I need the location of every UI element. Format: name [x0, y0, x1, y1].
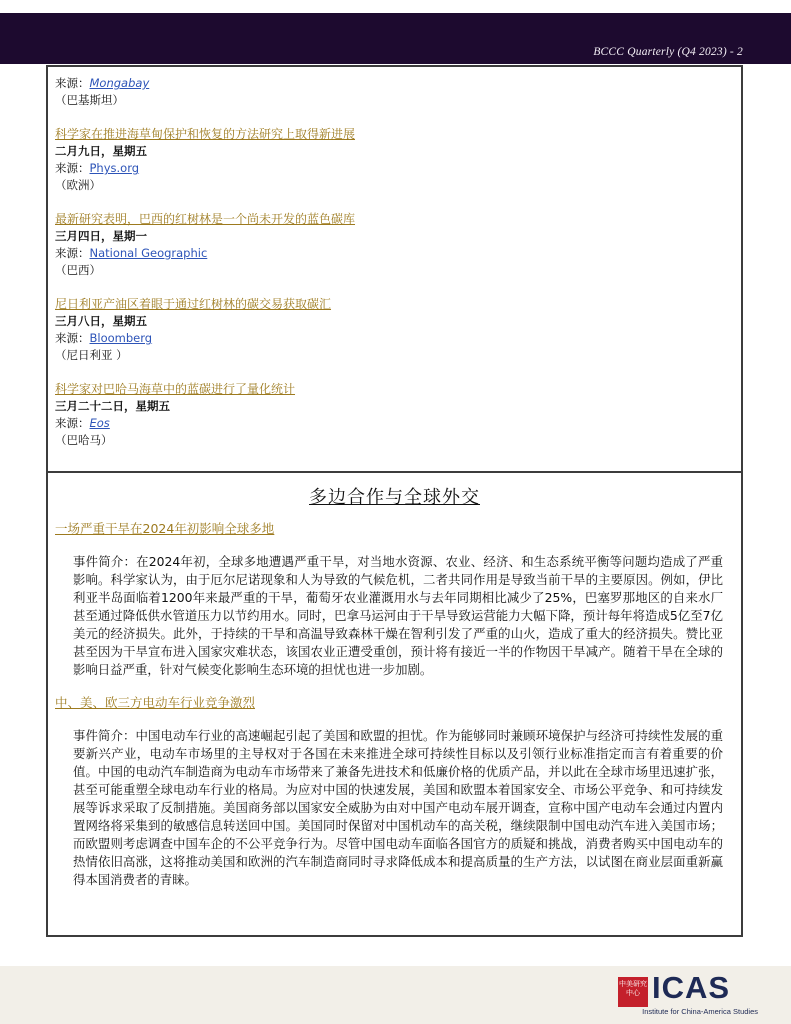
topic-body: 事件简介：在2024年初，全球多地遭遇严重干旱，对当地水资源、农业、经济、和生态系统平衡等问题均造成了严重影响。科学家认为，由于厄尔尼诺现象和人为导致的气候危机，二者共同作用是导致当前干旱的主要原因。例如，伊比利亚半岛面临着1200年来最严重的干旱，葡萄牙农业灌溉用水与去年同期相比减少了25%，巴塞罗那地区的自来水厂甚至通过降低供水管道压力以节约用水。同时，巴拿马运河由于干旱导致运营能力大幅下降，预计每年将造成5亿至7亿美元的经济损失。此外，于持续的干旱和高温导致森林干燥在智利引发了严重的山火，造成了重大的经济损失。赞比亚甚至因为干旱宣布进入国家灾难状态，该国农业正遭受重创，预计将有接近一半的作物因干旱减产。随着干旱在全球的影响日益严重，针对气候变化影响生态环境的担忧也进一步加剧。 — [73, 554, 723, 677]
news-title-link[interactable]: 尼日利亚产油区着眼于通过红树林的碳交易获取碳汇 — [55, 297, 332, 311]
logo-subtitle: Institute for China-America Studies — [642, 1007, 758, 1016]
logo-text: ICAS — [652, 970, 731, 1005]
topic-drought — [48, 509, 741, 679]
news-date: 三月八日，星期五 — [55, 314, 147, 328]
news-region: （巴基斯坦） — [55, 93, 124, 107]
news-source: 来源：Mongabay — [55, 76, 150, 90]
list-item — [55, 126, 741, 194]
news-source: 来源：National Geographic — [55, 246, 208, 260]
news-source: 来源：Phys.org — [55, 161, 140, 175]
running-title: BCCC Quarterly (Q4 2023) - 2 — [593, 46, 743, 58]
list-item — [55, 381, 741, 449]
news-title-link[interactable]: 最新研究表明，巴西的红树林是一个尚未开发的蓝色碳库 — [55, 212, 356, 226]
news-region: （尼日利亚 ） — [55, 348, 128, 362]
section-title: 多边合作与全球外交 — [309, 487, 480, 508]
seal-icon: 中美研究中心 — [618, 977, 648, 1007]
news-source: 来源：Eos — [55, 416, 110, 430]
list-item — [55, 75, 741, 109]
source-link[interactable]: Mongabay — [89, 76, 150, 90]
topic-title-link[interactable]: 中、美、欧三方电动车行业竞争激烈 — [55, 695, 256, 710]
source-link[interactable]: Eos — [89, 416, 110, 430]
news-title-link[interactable]: 科学家对巴哈马海草中的蓝碳进行了量化统计 — [55, 382, 296, 396]
topic-body: 事件简介：中国电动车行业的高速崛起引起了美国和欧盟的担忧。作为能够同时兼顾环境保护与经济可持续性发展的重要新兴产业，电动车市场里的主导权对于各国在未来推进全球可持续性目标以及引领行业标准指定而言有着重要的价值。中国的电动汽车制造商为电动车市场带来了兼备先进技术和低廉价格的优质产品，并以此在全球市场里迅速扩张，甚至可能重塑全球电动车行业的格局。为应对中国的快速发展，美国和欧盟本着国家安全、市场公平竞争、和可持续发展等诉求采取了反制措施。美国商务部以国家安全威胁为由对中国产电动车展开调查，宣称中国产电动车会通过内置内置网络将采集到的敏感信息转送回中国。美国同时保留对中国机动车的高关税，继续限制中国电动汽车进入美国市场；而欧盟则考虑调查中国车企的不公平竞争行为。尽管中国电动车面临各国官方的质疑和挑战，消费者购买中国电动车的热情依旧高涨，这将推动美国和欧洲的汽车制造商同时寻求降低成本和提高质量的生产方法，以试图在商业层面重新赢得本国消费者的青睐。 — [73, 728, 723, 887]
news-region: （巴西） — [55, 263, 101, 277]
topic-title-link[interactable]: 一场严重干旱在2024年初影响全球多地 — [55, 521, 275, 536]
news-date: 三月四日，星期一 — [55, 229, 147, 243]
list-item — [55, 296, 741, 364]
news-region: （欧洲） — [55, 178, 101, 192]
news-date: 三月二十二日，星期五 — [55, 399, 170, 413]
topic-ev-competition — [48, 683, 741, 889]
news-list-box — [46, 65, 743, 473]
source-link[interactable]: Phys.org — [89, 161, 140, 175]
list-item — [55, 211, 741, 279]
icas-logo — [618, 970, 758, 1016]
news-date: 二月九日，星期五 — [55, 144, 147, 158]
diplomacy-section-box — [46, 471, 743, 937]
source-link[interactable]: Bloomberg — [89, 331, 153, 345]
source-link[interactable]: National Geographic — [89, 246, 208, 260]
news-title-link[interactable]: 科学家在推进海草甸保护和恢复的方法研究上取得新进展 — [55, 127, 356, 141]
news-source: 来源：Bloomberg — [55, 331, 153, 345]
news-region: （巴哈马） — [55, 433, 113, 447]
